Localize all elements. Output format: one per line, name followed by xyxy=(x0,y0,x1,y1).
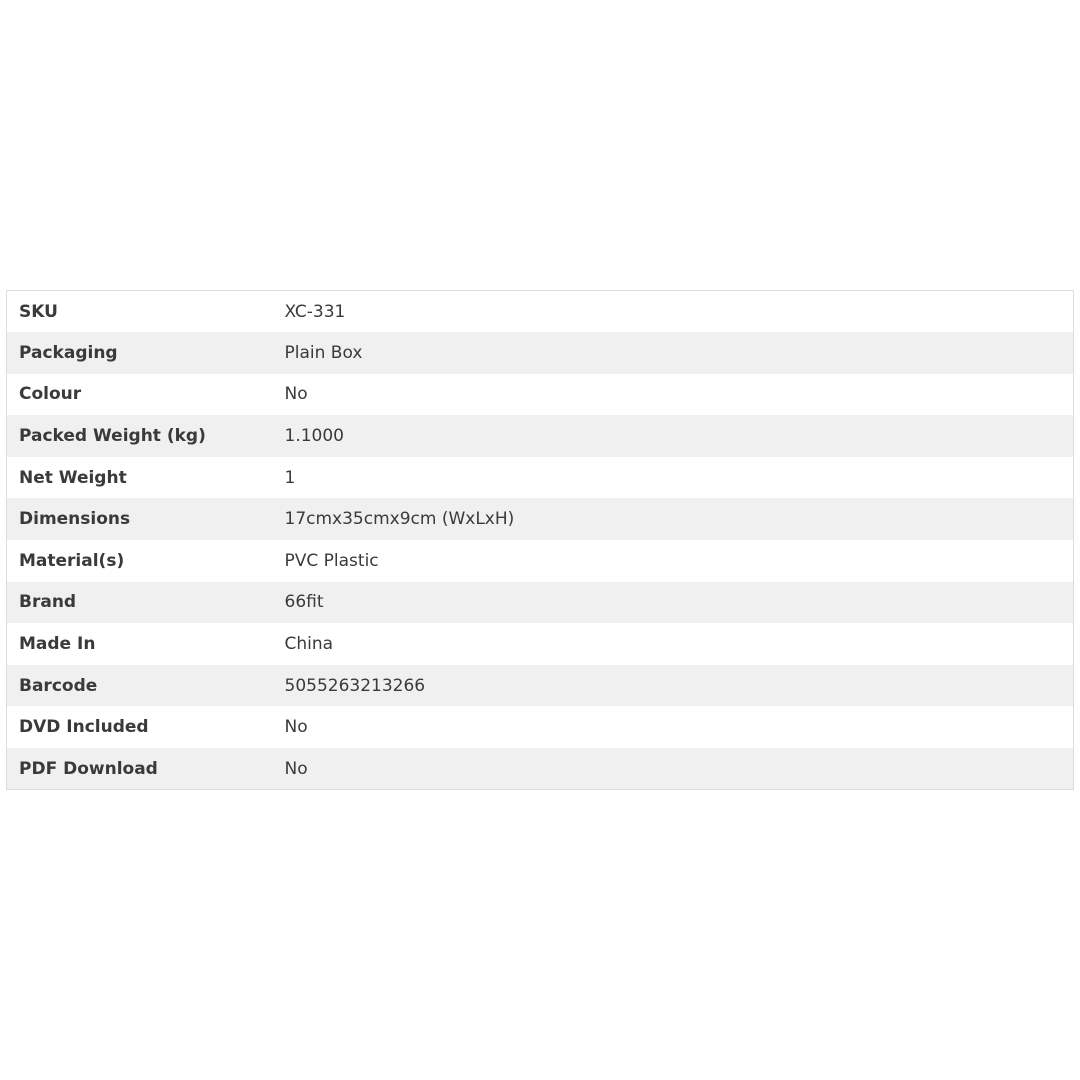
table-row xyxy=(7,582,1074,624)
table-row xyxy=(7,374,1074,416)
product-specs-table xyxy=(6,290,1074,790)
spec-value-pdf-download: No xyxy=(273,748,1074,790)
spec-value-packaging: Plain Box xyxy=(273,332,1074,374)
spec-label-materials: Material(s) xyxy=(19,550,125,571)
spec-label-dvd-included: DVD Included xyxy=(19,717,149,738)
spec-value-packed-weight: 1.1000 xyxy=(273,415,1074,457)
table-row xyxy=(7,706,1074,748)
spec-label-made-in: Made In xyxy=(19,634,96,655)
spec-label-packaging: Packaging xyxy=(7,332,273,374)
spec-label-dimensions: Dimensions xyxy=(7,498,273,540)
table-row xyxy=(7,415,1074,457)
spec-label-packed-weight: Packed Weight (kg) xyxy=(7,415,273,457)
spec-value-dimensions: 17cmx35cmx9cm (WxLxH) xyxy=(273,498,1074,540)
table-row xyxy=(7,748,1074,790)
spec-value-colour: No xyxy=(284,384,308,405)
spec-label-sku: SKU xyxy=(19,301,58,322)
table-row xyxy=(7,665,1074,707)
table-row xyxy=(7,498,1074,540)
table-row xyxy=(7,291,1074,333)
spec-value-materials: PVC Plastic xyxy=(284,550,379,571)
spec-label-brand: Brand xyxy=(7,582,273,624)
table-row xyxy=(7,623,1074,665)
spec-value-barcode: 5055263213266 xyxy=(273,665,1074,707)
spec-label-net-weight: Net Weight xyxy=(19,467,127,488)
spec-value-brand: 66fit xyxy=(273,582,1074,624)
table-row xyxy=(7,457,1074,499)
table-row xyxy=(7,332,1074,374)
spec-label-colour: Colour xyxy=(19,384,82,405)
table-row xyxy=(7,540,1074,582)
spec-value-sku: XC-331 xyxy=(284,301,346,322)
spec-value-net-weight: 1 xyxy=(284,467,296,488)
spec-label-barcode: Barcode xyxy=(7,665,273,707)
spec-label-pdf-download: PDF Download xyxy=(7,748,273,790)
spec-value-made-in: China xyxy=(284,634,334,655)
spec-value-dvd-included: No xyxy=(284,717,308,738)
